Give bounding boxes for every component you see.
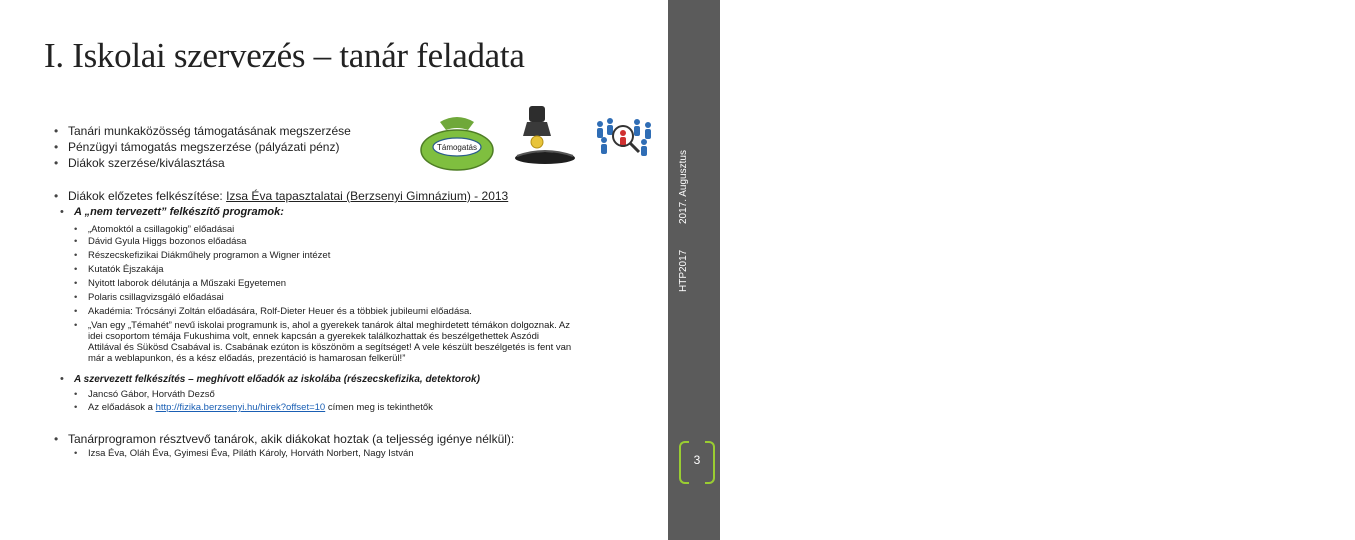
hand-coin-image <box>507 106 583 164</box>
page-number: 3 <box>693 453 701 467</box>
list-item: • „Atomoktól a csillagokig” előadásai <box>74 224 235 235</box>
list-item: • Akadémia: Trócsányi Zoltán előadására, Rolf-Dieter Heuer és a többiek jubileumi előadása. <box>74 306 472 317</box>
list-item: • Nyitott laborok délutánja a Műszaki Egyetemen <box>74 278 287 289</box>
list-item: • Az előadások a http://fizika.berzsenyi.hu/hirek?offset=10 címen meg is tekinthetők <box>74 402 433 413</box>
list-item: • Dávid Gyula Higgs bozonos előadása <box>74 236 247 247</box>
list-item-bullet: • <box>74 320 78 331</box>
list-item: • Diákok előzetes felkészítése: Izsa Éva tapasztalatai (Berzsenyi Gimnázium) - 2013 <box>54 189 509 203</box>
prep-source-link[interactable]: Izsa Éva tapasztalatai (Berzsenyi Gimnázium) - 2013 <box>226 189 509 203</box>
list-item: • Tanári munkaközösség támogatásának megszerzése <box>54 124 351 138</box>
temahet-quote: „Van egy „Témahét” nevű iskolai programunk is, ahol a gyerekek tanárok által meghirdetett témákon dolgoznak. Az idei csoportom témája Fukushima volt, ennek kapcsán a gyerekek találkozhattak és beszélgethettek Aszódi Attilával és Sükösd Csabával is. Csabának ezúton is köszönöm a segítséget! A vele készült beszélgetés is fent van már a weblapunkon, és a kész előadás, prezentáció is hamarosan felkerül!” <box>88 320 572 364</box>
sidebar-date: 2017. Augusztus <box>1344 150 1355 224</box>
list-item: • Pénzügyi támogatás megszerzése (pályázati pénz) <box>54 140 340 154</box>
list-item: • Tanárprogramon résztvevő tanárok, akik diákokat hoztak (a teljesség igénye nélkül): <box>54 432 515 446</box>
people-selection-image <box>592 112 660 162</box>
list-item: • Kutatók Éjszakája <box>74 264 164 275</box>
page-number-box <box>679 441 715 482</box>
list-item: • Polaris csillagvizsgáló előadásai <box>74 292 224 303</box>
list-item: • Részecskefizikai Diákműhely programon a Wigner intézet <box>74 250 331 261</box>
list-item: • Diákok szerzése/kiválasztása <box>54 156 225 170</box>
money-bag-label: Támogatás <box>436 143 478 152</box>
list-item: • Izsa Éva, Oláh Éva, Gyimesi Éva, Piláth Károly, Horváth Norbert, Nagy István <box>74 448 414 459</box>
sidebar-event: HTP2017 <box>1344 247 1355 290</box>
sub1-title: • A „nem tervezett” felkészítő programok: <box>60 206 284 218</box>
money-bag-image <box>410 108 505 170</box>
sidebar-event-label: HTP2017 <box>678 249 689 292</box>
sub2-title: • A szervezett felkészítés – meghívott előadók az iskolába (részecskefizika, detektorok) <box>60 373 480 385</box>
sidebar-date-label: 2017. Augusztus <box>678 150 689 224</box>
list-item: • Jancsó Gábor, Horváth Dezső <box>74 389 215 400</box>
lectures-link[interactable]: http://fizika.berzsenyi.hu/hirek?offset=10 <box>155 402 326 413</box>
slide-title: I. Iskolai szervezés – tanár feladata <box>44 36 525 75</box>
